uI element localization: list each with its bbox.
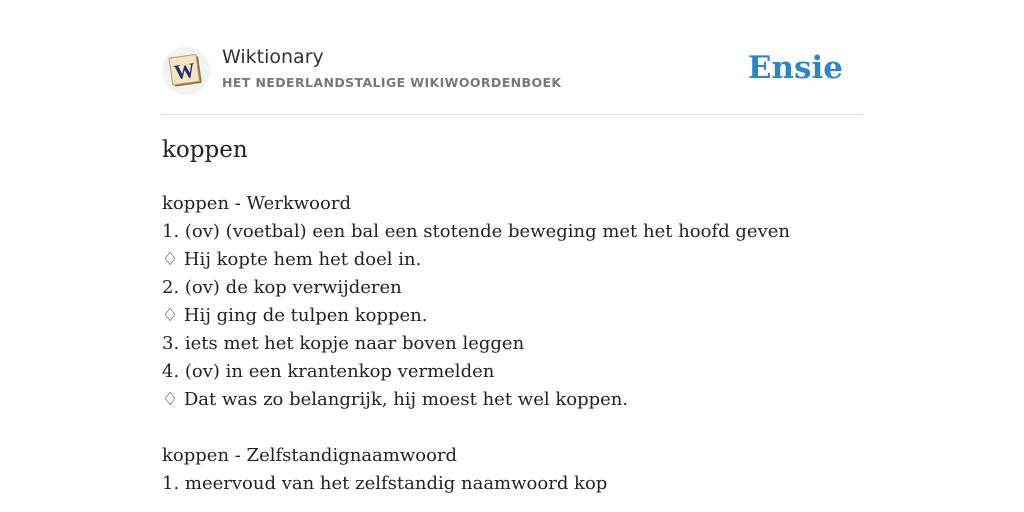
site-name[interactable]: Wiktionary xyxy=(222,46,324,68)
wiktionary-logo[interactable] xyxy=(162,47,210,95)
section-werkwoord xyxy=(162,190,882,414)
example-line: ♢ Hij kopte hem het doel in. xyxy=(162,249,422,270)
entry-content xyxy=(162,190,882,498)
definition-line: 4. (ov) in een krantenkop vermelden xyxy=(162,361,495,382)
ensie-brand-link[interactable]: Ensie xyxy=(747,50,843,86)
section-heading: koppen - Zelfstandignaamwoord xyxy=(162,445,458,466)
definition-line: 1. meervoud van het zelfstandig naamwoord kop xyxy=(162,473,608,494)
example-line: ♢ Hij ging de tulpen koppen. xyxy=(162,305,428,326)
section-heading: koppen - Werkwoord xyxy=(162,193,351,214)
definition-line: 2. (ov) de kop verwijderen xyxy=(162,277,402,298)
example-line: ♢ Dat was zo belangrijk, hij moest het wel koppen. xyxy=(162,389,629,410)
logo-letter: W xyxy=(172,57,197,85)
section-zelfstandignaamwoord xyxy=(162,442,882,498)
definition-line: 1. (ov) (voetbal) een bal een stotende beweging met het hoofd geven xyxy=(162,221,790,242)
section-spacer xyxy=(162,414,882,442)
site-header xyxy=(162,44,862,115)
wiktionary-tile-icon xyxy=(162,47,210,95)
page-title: koppen xyxy=(162,137,248,163)
site-tagline: HET NEDERLANDSTALIGE WIKIWOORDENBOEK xyxy=(222,75,562,90)
definition-line: 3. iets met het kopje naar boven leggen xyxy=(162,333,525,354)
